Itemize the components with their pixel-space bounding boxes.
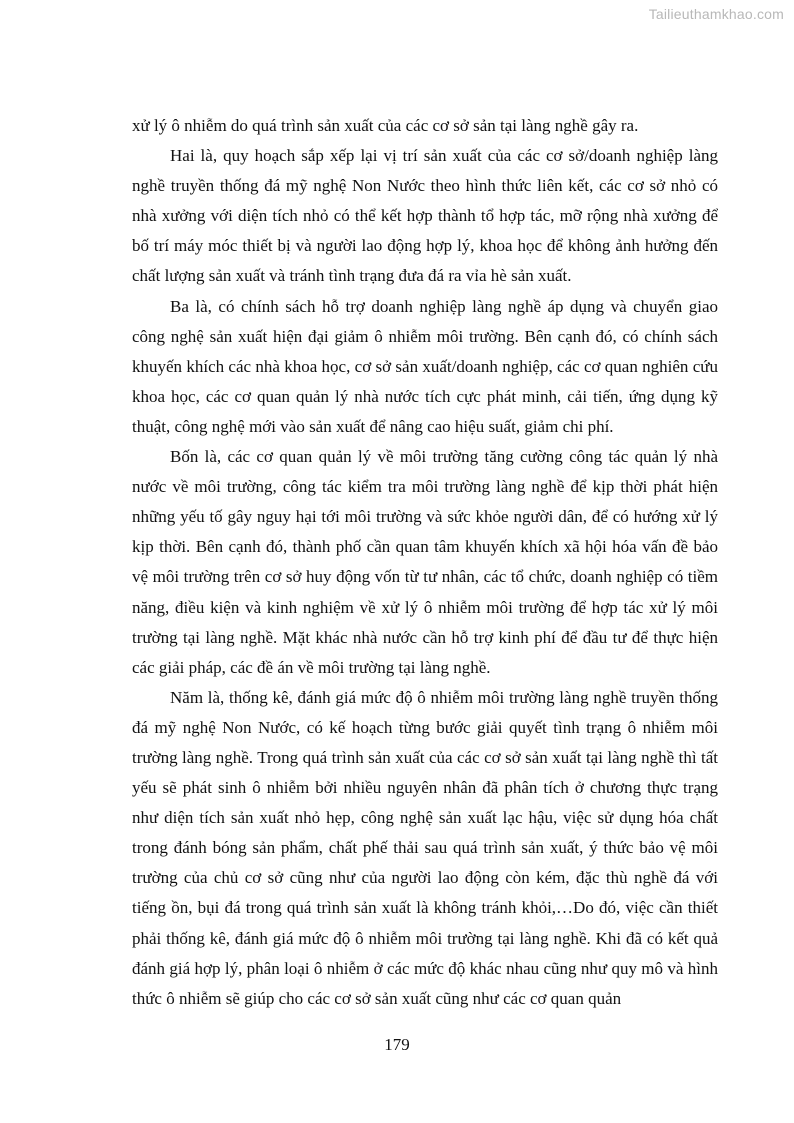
page-number: 179 [384,1035,410,1054]
paragraph-bon-la: Bốn là, các cơ quan quản lý về môi trường tăng cường công tác quản lý nhà nước về môi trường, công tác kiểm tra môi trường làng nghề để kịp thời phát hiện những yếu tố gây nguy hại tới môi trường và sức khỏe người dân, để có hướng xử lý kịp thời. Bên cạnh đó, thành phố cần quan tâm khuyến khích xã hội hóa vấn đề bảo vệ môi trường trên cơ sở huy động vốn từ tư nhân, các tổ chức, doanh nghiệp có tiềm năng, điều kiện và kinh nghiệm về xử lý ô nhiễm môi trường để hợp tác xử lý môi trường tại làng nghề. Mặt khác nhà nước cần hỗ trợ kinh phí để đầu tư để thực hiện các giải pháp, các đề án về môi trường tại làng nghề. [132,447,718,677]
paragraph-ba-la: Ba là, có chính sách hỗ trợ doanh nghiệp làng nghề áp dụng và chuyển giao công nghệ sản xuất hiện đại giảm ô nhiễm môi trường. Bên cạnh đó, có chính sách khuyến khích các nhà khoa học, cơ sở sản xuất/doanh nghiệp, các cơ quan nghiên cứu khoa học, các cơ quan quản lý nhà nước tích cực phát minh, cải tiến, ứng dụng kỹ thuật, công nghệ mới vào sản xuất để nâng cao hiệu suất, giảm chi phí. [132,296,718,436]
paragraph-continuation: xử lý ô nhiễm do quá trình sản xuất của các cơ sở sản tại làng nghề gây ra. [132,116,639,135]
document-body [132,111,718,1014]
paragraph-hai-la: Hai là, quy hoạch sắp xếp lại vị trí sản xuất của các cơ sở/doanh nghiệp làng nghề truyền thống đá mỹ nghệ Non Nước theo hình thức liên kết, các cơ sở nhỏ có nhà xưởng với diện tích nhỏ có thể kết hợp thành tổ hợp tác, mỡ rộng nhà xưởng để bố trí máy móc thiết bị và người lao động hợp lý, khoa học để không ảnh hưởng đến chất lượng sản xuất và tránh tình trạng đưa đá ra vỉa hè sản xuất. [132,146,718,286]
paragraph-nam-la: Năm là, thống kê, đánh giá mức độ ô nhiễm môi trường làng nghề truyền thống đá mỹ nghệ Non Nước, có kế hoạch từng bước giải quyết tình trạng ô nhiễm môi trường làng nghề. Trong quá trình sản xuất của các cơ sở sản xuất tại làng nghề thì tất yếu sẽ phát sinh ô nhiễm bởi nhiều nguyên nhân đã phân tích ở chương thực trạng như diện tích sản xuất nhỏ hẹp, công nghệ sản xuất lạc hậu, việc sử dụng hóa chất trong đánh bóng sản phẩm, chất phế thải sau quá trình sản xuất, ý thức bảo vệ môi trường của chủ cơ sở cũng như của người lao động còn kém, đặc thù nghề đá với tiếng ồn, bụi đá trong quá trình sản xuất là không tránh khỏi,…Do đó, việc cần thiết phải thống kê, đánh giá mức độ ô nhiễm môi trường tại làng nghề. Khi đã có kết quả đánh giá hợp lý, phân loại ô nhiễm ở các mức độ khác nhau cũng như quy mô và hình thức ô nhiễm sẽ giúp cho các cơ sở sản xuất cũng như các cơ quan quản [132,687,718,1008]
watermark-text: Tailieuthamkhao.com [648,6,784,22]
